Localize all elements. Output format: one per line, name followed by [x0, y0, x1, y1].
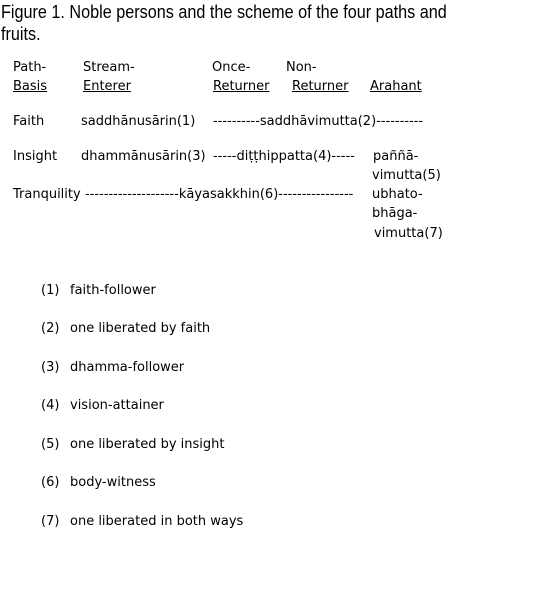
footnote-number: (1)	[41, 283, 60, 298]
footnote-number: (4)	[41, 398, 60, 413]
header-path-basis-line2: Basis	[13, 79, 48, 94]
header-once-returner-line2: Returner	[213, 79, 270, 94]
footnote-text: one liberated in both ways	[70, 514, 244, 529]
footnote-text: dhamma-follower	[70, 360, 185, 375]
header-path-basis-line1: Path-	[13, 60, 47, 75]
figure-title: Figure 1. Noble persons and the scheme of the four paths and fruits.	[1, 2, 447, 44]
footnote-number: (5)	[41, 437, 60, 452]
footnote-number: (2)	[41, 321, 60, 336]
footnote-number: (3)	[41, 360, 60, 375]
row-tranquility-arahant-line3: vimutta(7)	[374, 226, 443, 241]
row-tranquility-label: Tranquility	[13, 187, 81, 202]
row-tranquility-arahant-line1: ubhato-	[372, 187, 423, 202]
header-arahant: Arahant	[370, 79, 422, 94]
header-stream-enterer-line2: Enterer	[83, 79, 131, 94]
row-tranquility-arahant-line2: bhāga-	[372, 206, 418, 221]
footnote-text: one liberated by faith	[70, 321, 211, 336]
footnote-number: (6)	[41, 475, 60, 490]
footnote-text: one liberated by insight	[70, 437, 225, 452]
header-stream-enterer-line1: Stream-	[83, 60, 135, 75]
row-faith-label: Faith	[13, 114, 45, 129]
row-insight-stream-enterer: dhammānusārin(3)	[81, 149, 206, 164]
header-non-returner-line1: Non-	[286, 60, 317, 75]
row-insight-arahant-line2: vimutta(5)	[372, 168, 441, 183]
row-faith-span: ----------saddhāvimutta(2)----------	[213, 114, 424, 129]
row-tranquility-span: --------------------kāyasakkhin(6)----------------	[85, 187, 354, 202]
row-insight-label: Insight	[13, 149, 58, 164]
row-insight-span: -----diṭṭhippatta(4)-----	[213, 149, 355, 164]
header-once-returner-line1: Once-	[212, 60, 251, 75]
footnote-text: faith-follower	[70, 283, 156, 298]
footnote-text: vision-attainer	[70, 398, 164, 413]
row-faith-stream-enterer: saddhānusārin(1)	[81, 114, 196, 129]
header-non-returner-line2: Returner	[292, 79, 349, 94]
footnote-text: body-witness	[70, 475, 156, 490]
row-insight-arahant-line1: paññā-	[373, 149, 419, 164]
footnote-number: (7)	[41, 514, 60, 529]
